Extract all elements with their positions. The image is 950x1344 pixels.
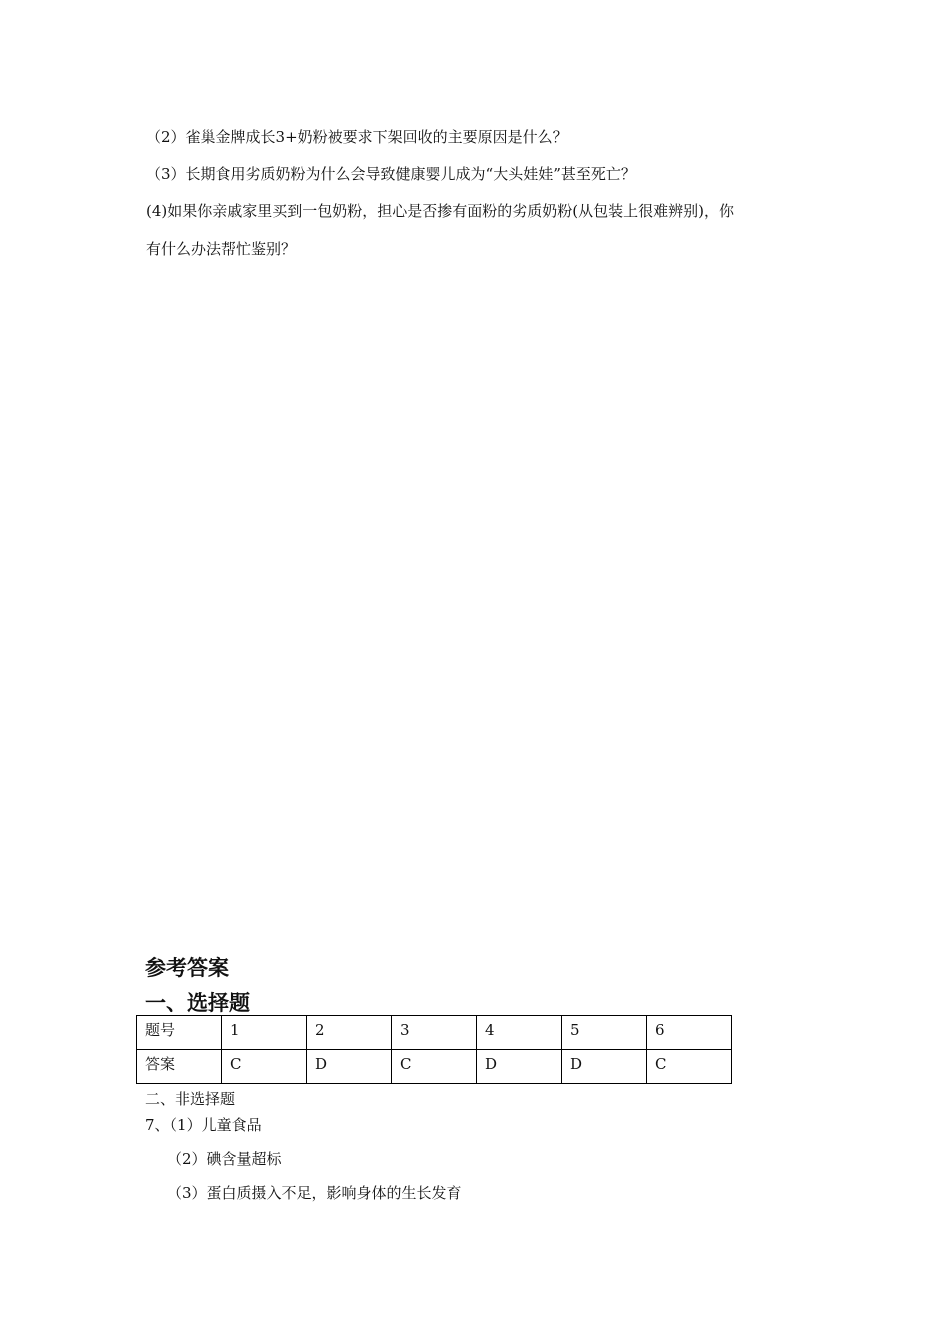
answer-7-1: 7、（1）儿童食品 xyxy=(145,1116,262,1134)
table-cell-number: 2 xyxy=(307,1016,392,1050)
table-cell-answer: D xyxy=(307,1050,392,1084)
section-1-title: 一、选择题 xyxy=(145,991,250,1015)
table-cell-answer: D xyxy=(562,1050,647,1084)
table-cell-label: 答案 xyxy=(137,1050,222,1084)
answer-7-3: （3）蛋白质摄入不足，影响身体的生长发育 xyxy=(167,1184,462,1202)
table-cell-answer: C xyxy=(647,1050,732,1084)
answer-table xyxy=(136,1015,732,1084)
question-3-text: （3）长期食用劣质奶粉为什么会导致健康婴儿成为“大头娃娃”甚至死亡？ xyxy=(146,165,636,183)
question-2-text: （2）雀巢金牌成长3+奶粉被要求下架回收的主要原因是什么？ xyxy=(146,128,568,146)
table-cell-number: 3 xyxy=(392,1016,477,1050)
table-cell-number: 1 xyxy=(222,1016,307,1050)
table-cell-answer: C xyxy=(222,1050,307,1084)
section-2-title: 二、非选择题 xyxy=(145,1090,236,1108)
question-4-text-line-1: (4)如果你亲戚家里买到一包奶粉，担心是否掺有面粉的劣质奶粉(从包装上很难辨别)，你 xyxy=(146,202,734,220)
table-row-answers xyxy=(137,1050,732,1084)
answer-7-2: （2）碘含量超标 xyxy=(167,1150,282,1168)
table-cell-answer: D xyxy=(477,1050,562,1084)
table-cell-number: 6 xyxy=(647,1016,732,1050)
table-row-question-numbers xyxy=(137,1016,732,1050)
table-cell-number: 4 xyxy=(477,1016,562,1050)
table-cell-label: 题号 xyxy=(137,1016,222,1050)
table-cell-number: 5 xyxy=(562,1016,647,1050)
question-4-text-line-2: 有什么办法帮忙鉴别？ xyxy=(146,240,297,258)
answer-key-title: 参考答案 xyxy=(145,956,229,980)
table-cell-answer: C xyxy=(392,1050,477,1084)
